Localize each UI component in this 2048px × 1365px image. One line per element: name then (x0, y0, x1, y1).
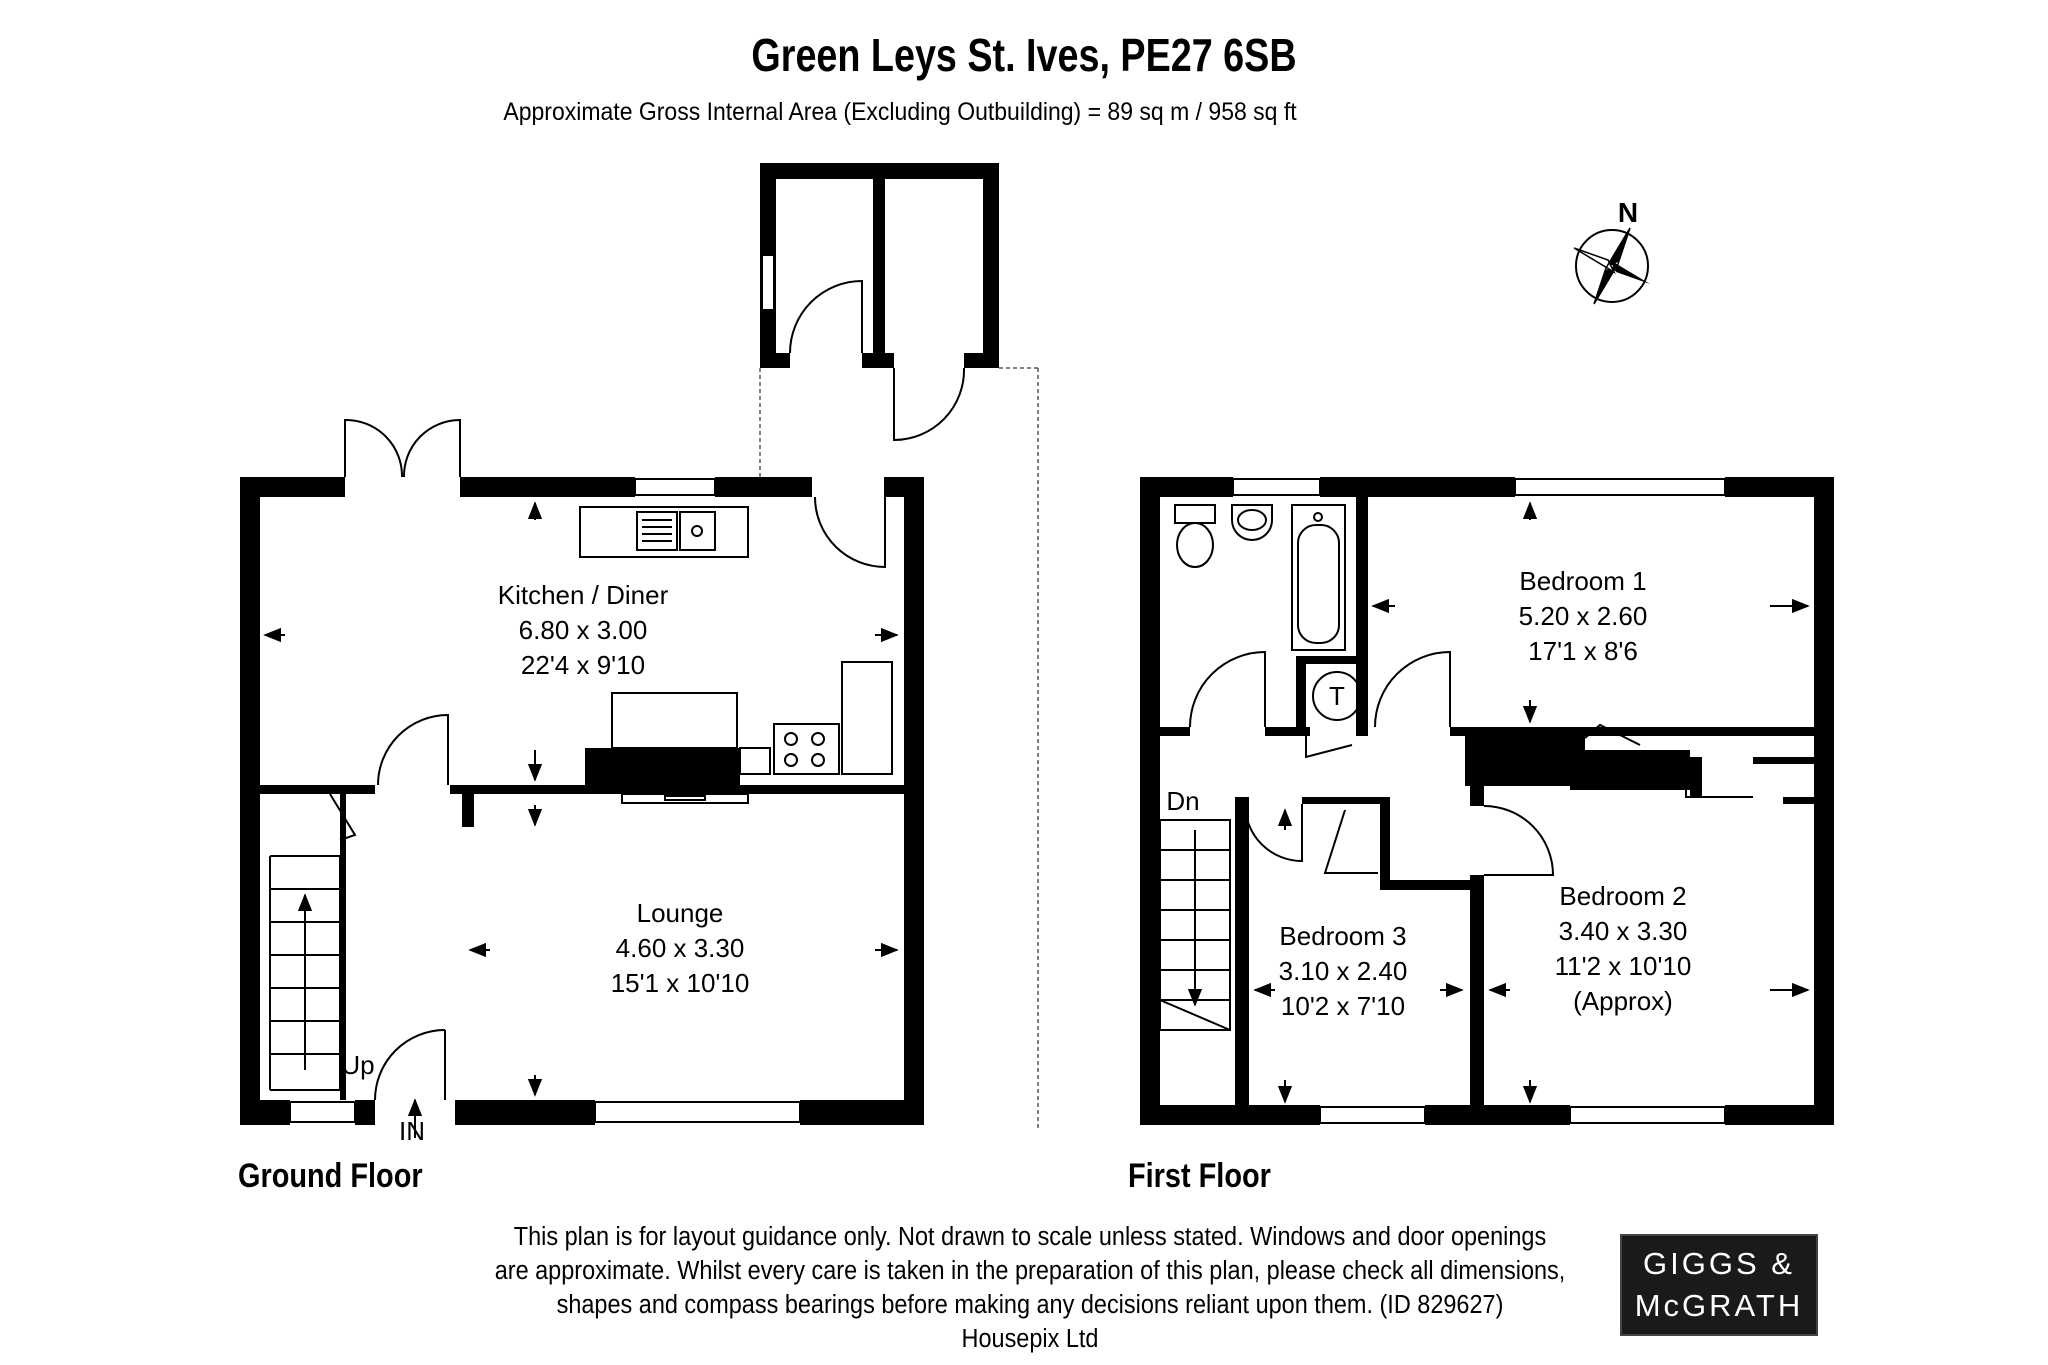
bedroom2-metric: 3.40 x 3.30 (1558, 916, 1688, 946)
bedroom3-metric: 3.10 x 2.40 (1278, 956, 1408, 986)
logo-line-2: McGRATH (1634, 1288, 1804, 1323)
cupboard-label: T (1329, 681, 1345, 711)
bedroom2-note: (Approx) (1573, 986, 1673, 1016)
logo-line-1: GIGGS & (1643, 1246, 1795, 1281)
first-floor-label: First Floor (1128, 1157, 1271, 1195)
compass-north-label: N (1617, 197, 1639, 228)
lounge-imperial: 15'1 x 10'10 (610, 968, 750, 998)
bedroom1-metric: 5.20 x 2.60 (1518, 601, 1648, 631)
disclaimer-line: This plan is for layout guidance only. Not drawn to scale unless stated. Windows and door openings (513, 1223, 1547, 1251)
kitchen-diner-imperial: 22'4 x 9'10 (520, 650, 646, 680)
first-floor-walls (1140, 477, 1834, 1125)
disclaimer-line: Housepix Ltd (961, 1325, 1099, 1353)
kitchen-diner-metric: 6.80 x 3.00 (518, 615, 648, 645)
disclaimer-line: are approximate. Whilst every care is taken in the preparation of this plan, please check all dimensions, (494, 1257, 1566, 1285)
ground-floor-windows (290, 479, 800, 1122)
room-labels (341, 197, 1691, 1146)
stairs-down-label: Dn (1166, 786, 1200, 816)
bedroom1-name: Bedroom 1 (1519, 566, 1647, 596)
ground-floor-walls (240, 477, 924, 1125)
lounge-metric: 4.60 x 3.30 (615, 933, 745, 963)
stairs-up-label: Up (341, 1050, 375, 1080)
bedroom3-imperial: 10'2 x 7'10 (1280, 991, 1406, 1021)
first-floor-stairs (1160, 820, 1230, 1030)
gross-internal-area: Approximate Gross Internal Area (Excluding Outbuilding) = 89 sq m / 958 sq ft (503, 98, 1297, 126)
entrance-label: IN (399, 1116, 425, 1146)
kitchen-diner-name: Kitchen / Diner (497, 580, 669, 610)
ground-floor-label: Ground Floor (238, 1157, 423, 1195)
outbuilding (760, 163, 1038, 1130)
ground-floor-stairs (270, 856, 340, 1090)
bedroom3-name: Bedroom 3 (1279, 921, 1407, 951)
first-floor-plan (1140, 477, 1834, 1125)
bedroom2-imperial: 11'2 x 10'10 (1554, 951, 1692, 981)
lounge-name: Lounge (636, 898, 724, 928)
agency-logo (1620, 1234, 1818, 1336)
plan-title: Green Leys St. Ives, PE27 6SB (751, 29, 1297, 81)
bedroom1-imperial: 17'1 x 8'6 (1528, 636, 1638, 666)
disclaimer-line: shapes and compass bearings before making any decisions reliant upon them. (ID 829627) (556, 1291, 1504, 1319)
disclaimer (432, 1220, 1628, 1356)
bedroom2-name: Bedroom 2 (1559, 881, 1687, 911)
compass-rose-icon (1574, 228, 1650, 304)
